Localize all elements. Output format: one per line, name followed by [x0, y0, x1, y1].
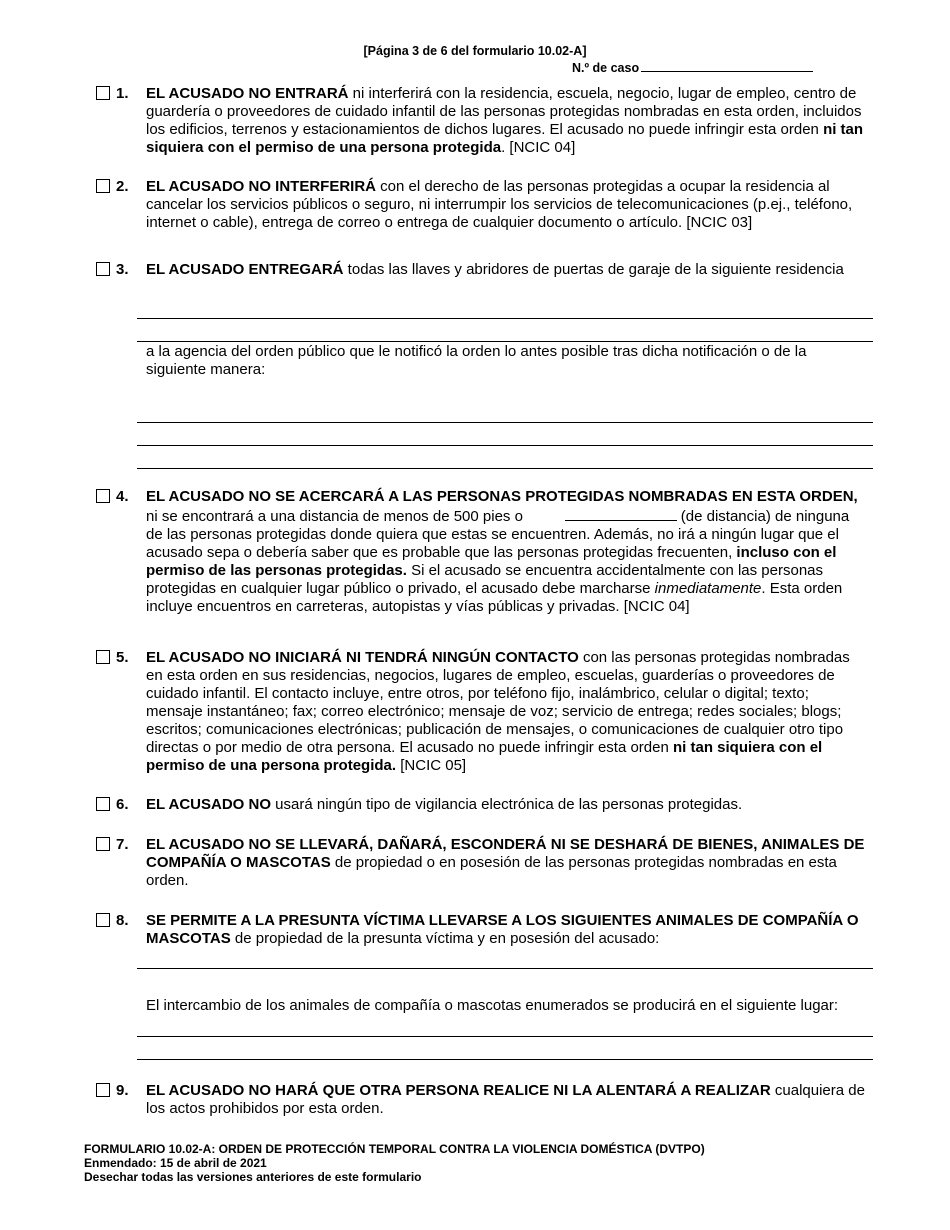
item-8-checkbox[interactable]: [96, 913, 110, 927]
manner-line-2[interactable]: [137, 445, 873, 446]
item-3-checkbox[interactable]: [96, 262, 110, 276]
item-text: EL ACUSADO NO ENTRARÁ ni interferirá con la residencia, escuela, negocio, lugar de empleo, centro de guardería o proveedores de cuidado infantil de las personas protegidas nombradas en esta orden, incluidos los edificios, terrenos y estacionamientos de dichos lugares. El acusado no puede infringir esta orden ni tan siquiera con el permiso de una persona protegida. [NCIC 04]: [146, 85, 864, 156]
residence-line-1[interactable]: [137, 318, 873, 319]
item-9-checkbox[interactable]: [96, 1083, 110, 1097]
item-number: 1.: [116, 85, 129, 102]
item-text: EL ACUSADO NO SE LLEVARÁ, DAÑARÁ, ESCONDERÁ NI SE DESHARÁ DE BIENES, ANIMALES DE COMPAÑÍA O MASCOTAS de propiedad o en posesión de las personas protegidas nombradas en esta orden.: [146, 836, 865, 889]
footer-discard-note: Desechar todas las versiones anteriores de este formulario: [84, 1170, 422, 1184]
exchange-line-2[interactable]: [137, 1059, 873, 1060]
manner-line-1[interactable]: [137, 422, 873, 423]
item-text: EL ACUSADO ENTREGARÁ todas las llaves y abridores de puertas de garaje de la siguiente residencia: [146, 261, 844, 278]
residence-line-2[interactable]: [137, 341, 873, 342]
distance-blank[interactable]: [565, 506, 677, 521]
footer-form-title: FORMULARIO 10.02-A: ORDEN DE PROTECCIÓN TEMPORAL CONTRA LA VIOLENCIA DOMÉSTICA (DVTPO): [84, 1142, 705, 1156]
item-text: EL ACUSADO NO usará ningún tipo de vigilancia electrónica de las personas protegidas.: [146, 796, 743, 813]
page-info: [Página 3 de 6 del formulario 10.02-A]: [363, 44, 587, 58]
item-number: 4.: [116, 488, 129, 505]
item-number: 5.: [116, 649, 129, 666]
manner-line-3[interactable]: [137, 468, 873, 469]
pets-line[interactable]: [137, 968, 873, 969]
item-text: EL ACUSADO NO SE ACERCARÁ A LAS PERSONAS PROTEGIDAS NOMBRADAS EN ESTA ORDEN, ni se encontrará a una distancia de menos de 500 pies o (de distancia) de ninguna de las personas protegidas donde quiera que estas se encuentren. Además, no irá a ningún lugar que el acusado sepa o debería saber que es probable que las personas protegidas frecuenten, incluso con el permiso de las personas protegidas. Si el acusado se encuentra accidentalmente con las personas protegidas en cualquier lugar público o privado, el acusado debe marcharse inmediatamente. Esta orden incluye encuentros en carreteras, autopistas y vías públicas y privadas. [NCIC 04]: [146, 488, 858, 615]
item-number: 6.: [116, 796, 129, 813]
item-3-continuation: a la agencia del orden público que le notificó la orden lo antes posible tras dicha notificación o de la siguiente manera:: [146, 343, 807, 378]
case-number-blank[interactable]: [641, 59, 813, 72]
item-number: 2.: [116, 178, 129, 195]
case-label: N.º de caso: [572, 61, 640, 75]
item-text: EL ACUSADO NO HARÁ QUE OTRA PERSONA REALICE NI LA ALENTARÁ A REALIZAR cualquiera de los actos prohibidos por esta orden.: [146, 1082, 865, 1117]
item-8-continuation: El intercambio de los animales de compañía o mascotas enumerados se producirá en el siguiente lugar:: [146, 997, 839, 1014]
item-text: SE PERMITE A LA PRESUNTA VÍCTIMA LLEVARSE A LOS SIGUIENTES ANIMALES DE COMPAÑÍA O MASCOTAS de propiedad de la presunta víctima y en posesión del acusado:: [146, 912, 859, 947]
item-2-checkbox[interactable]: [96, 179, 110, 193]
form-footer: [84, 1142, 705, 1184]
item-number: 3.: [116, 261, 129, 278]
item-text: EL ACUSADO NO INICIARÁ NI TENDRÁ NINGÚN CONTACTO con las personas protegidas nombradas en esta orden en sus residencias, negocios, lugares de empleo, escuelas, guarderías o proveedores de cuidado infantil. El contacto incluye, entre otros, por teléfono fijo, inalámbrico, celular o digital; texto; mensaje instantáneo; fax; correo electrónico; mensaje de voz; servicio de entrega; redes sociales; blogs; escritos; comunicaciones electrónicas; publicación de mensajes, o comunicaciones de cualquier otro tipo directas o por medio de otra persona. El acusado no puede infringir esta orden ni tan siquiera con el permiso de una persona protegida. [NCIC 05]: [146, 649, 850, 774]
item-7-checkbox[interactable]: [96, 837, 110, 851]
footer-amended-date: Enmendado: 15 de abril de 2021: [84, 1156, 267, 1170]
case-number-field: [572, 59, 813, 75]
item-text: EL ACUSADO NO INTERFERIRÁ con el derecho de las personas protegidas a ocupar la residencia al cancelar los servicios públicos o seguro, ni interrumpir los servicios de telecomunicaciones (p.ej., teléfono, internet o cable), entrega de correo o entrega de cualquier documento o artículo. [NCIC 03]: [146, 178, 853, 231]
item-number: 8.: [116, 912, 129, 929]
item-number: 9.: [116, 1082, 129, 1099]
exchange-line-1[interactable]: [137, 1036, 873, 1037]
item-1-checkbox[interactable]: [96, 86, 110, 100]
item-number: 7.: [116, 836, 129, 853]
item-5-checkbox[interactable]: [96, 650, 110, 664]
item-4-checkbox[interactable]: [96, 489, 110, 503]
item-6-checkbox[interactable]: [96, 797, 110, 811]
